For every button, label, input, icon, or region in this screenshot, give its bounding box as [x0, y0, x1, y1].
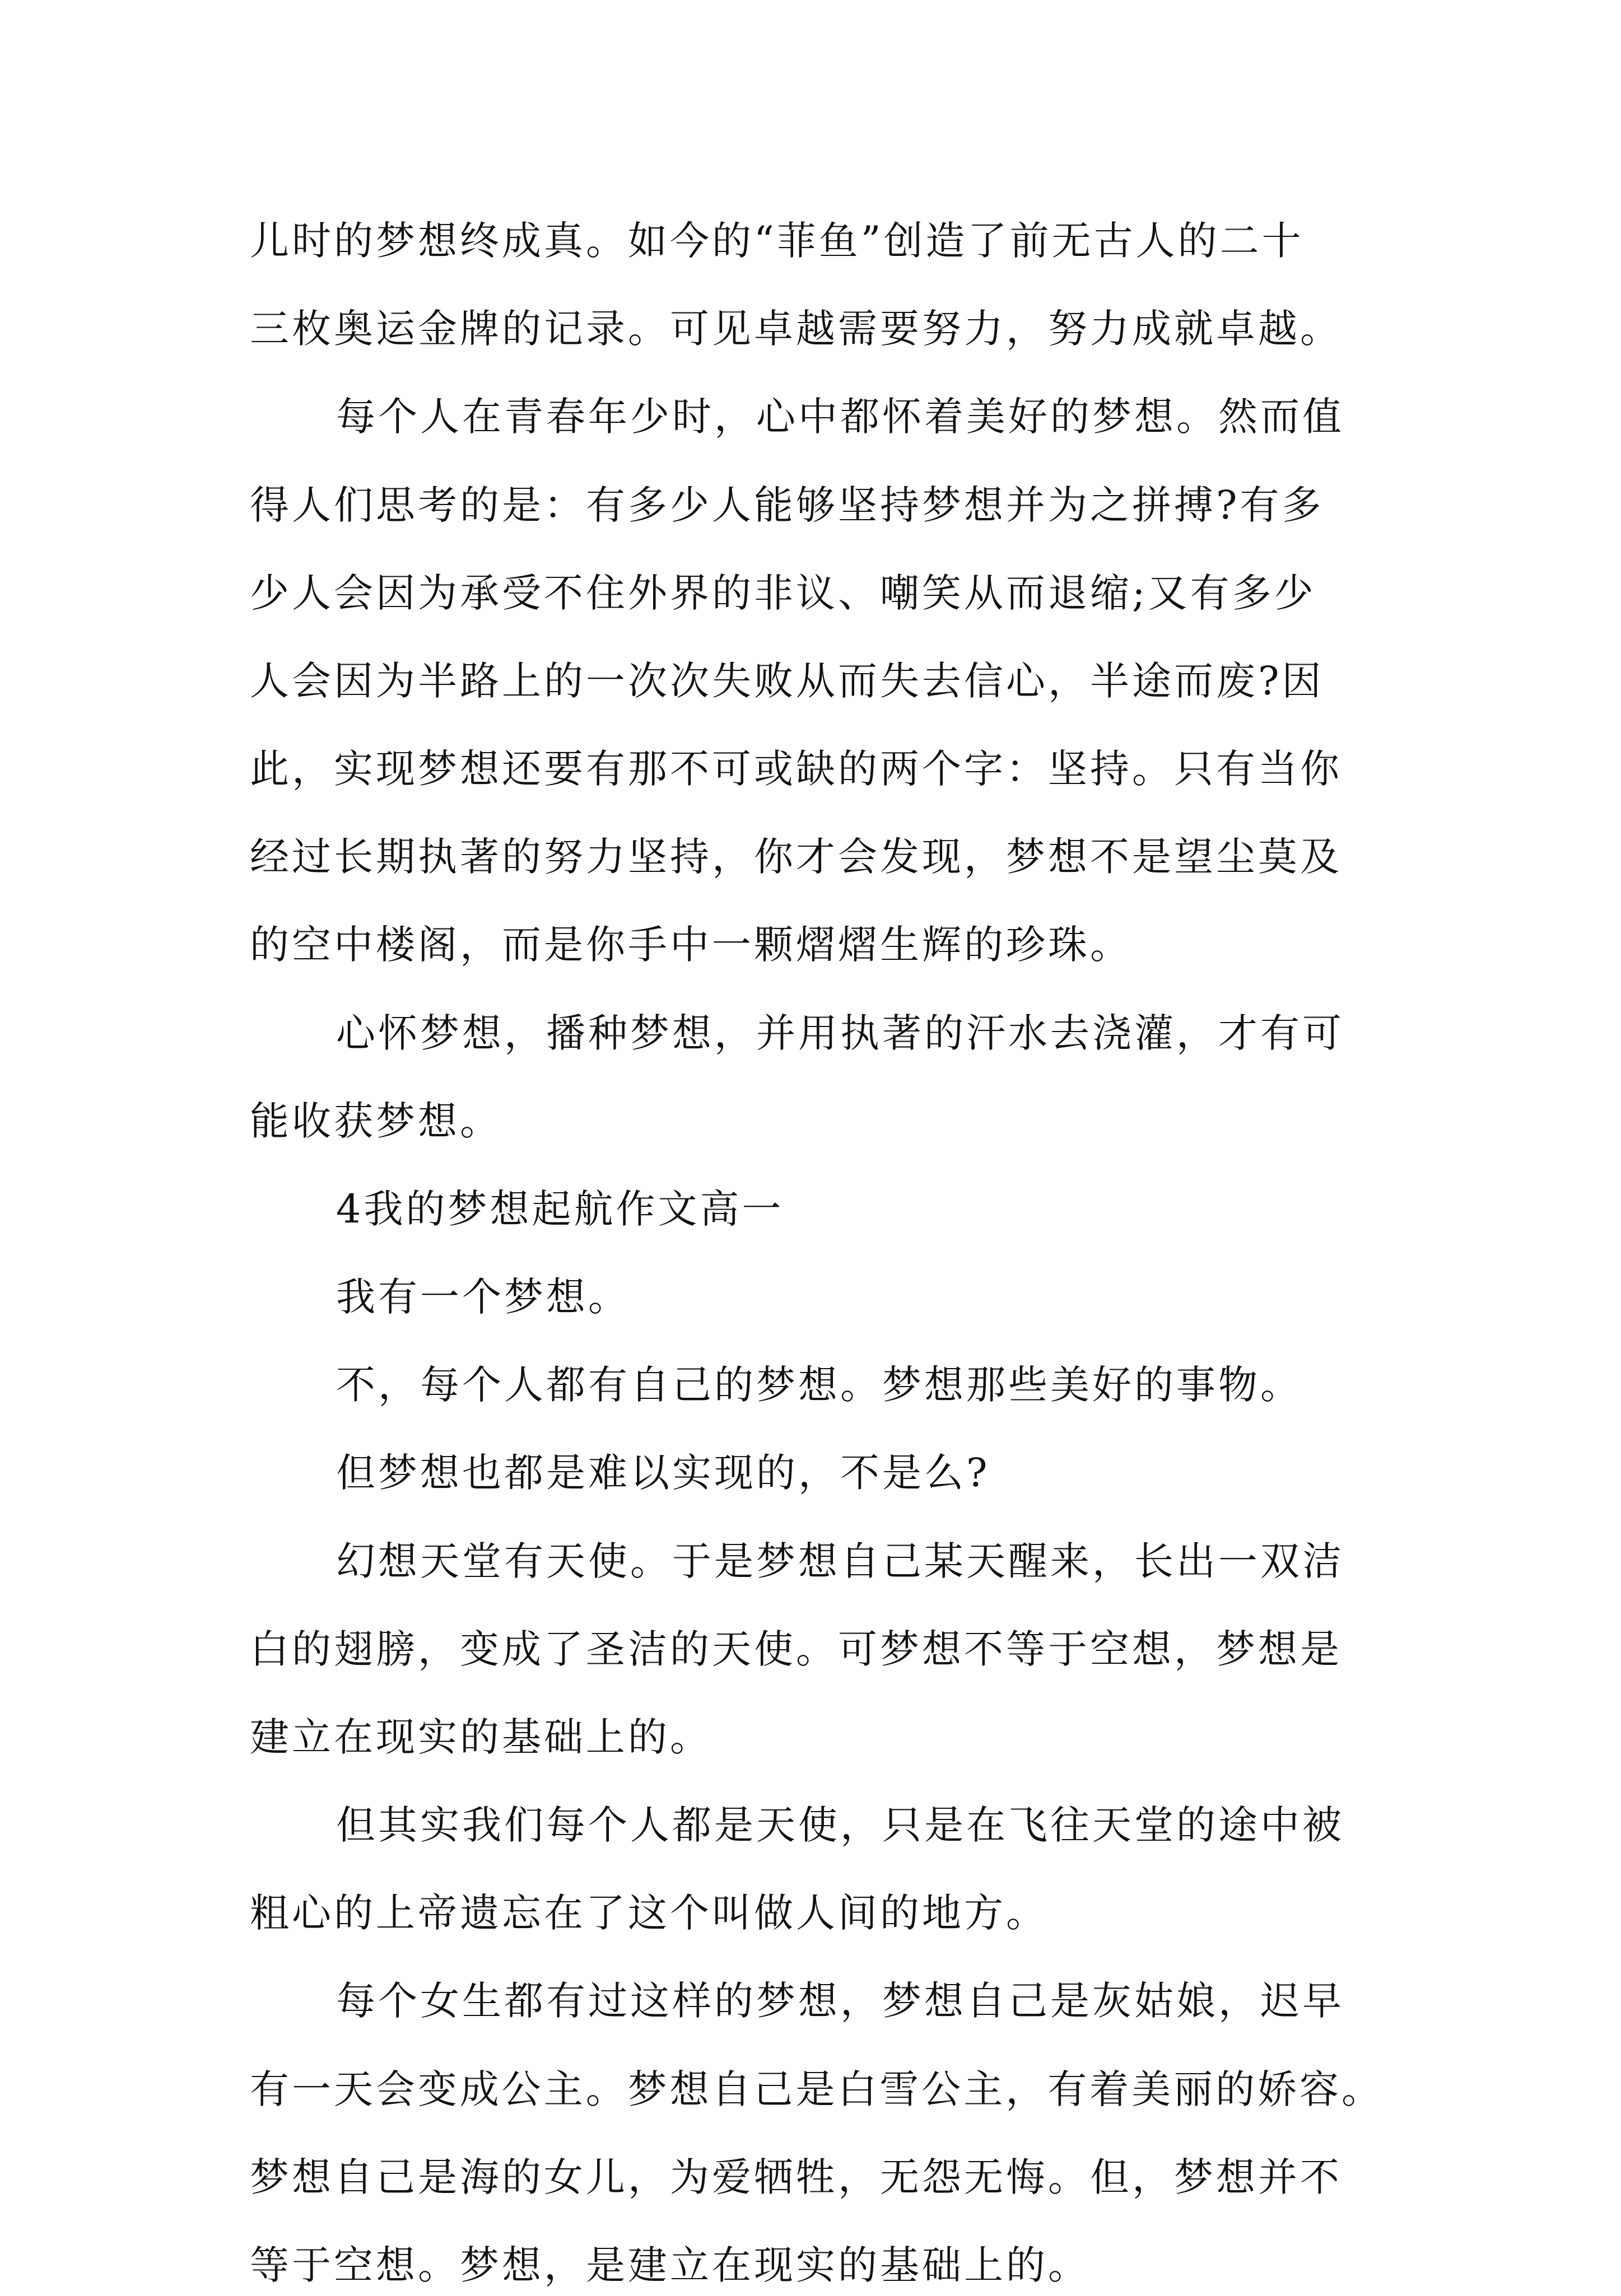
section-heading: 4我的梦想起航作文高一: [336, 1186, 784, 1232]
text-line: 能收获梦想。: [250, 1098, 502, 1144]
text-line: 有一天会变成公主。梦想自己是白雪公主，有着美丽的娇容。: [250, 2066, 1384, 2112]
paragraph-start-line: 我有一个梦想。: [336, 1274, 630, 1320]
paragraph-start-line: 心怀梦想，播种梦想，并用执著的汗水去浇灌，才有可: [336, 1010, 1344, 1056]
text-line: 三枚奥运金牌的记录。可见卓越需要努力，努力成就卓越。: [250, 306, 1342, 352]
text-line: 少人会因为承受不住外界的非议、嘲笑从而退缩;又有多少: [250, 570, 1316, 616]
text-line: 粗心的上帝遗忘在了这个叫做人间的地方。: [250, 1890, 1048, 1936]
text-line: 此，实现梦想还要有那不可或缺的两个字：坚持。只有当你: [250, 746, 1342, 792]
paragraph-start-line: 每个人在青春年少时，心中都怀着美好的梦想。然而值: [336, 394, 1344, 440]
paragraph-start-line: 不，每个人都有自己的梦想。梦想那些美好的事物。: [336, 1362, 1302, 1408]
text-line: 白的翅膀，变成了圣洁的天使。可梦想不等于空想，梦想是: [250, 1626, 1342, 1672]
text-line: 等于空想。梦想，是建立在现实的基础上的。: [250, 2242, 1090, 2288]
text-line: 人会因为半路上的一次次失败从而失去信心，半途而废?因: [250, 658, 1324, 704]
text-line: 的空中楼阁，而是你手中一颗熠熠生辉的珍珠。: [250, 922, 1132, 968]
text-line: 儿时的梦想终成真。如今的“菲鱼”创造了前无古人的二十: [250, 218, 1304, 264]
text-line: 梦想自己是海的女儿，为爱牺牲，无怨无悔。但，梦想并不: [250, 2154, 1342, 2200]
paragraph-start-line: 但其实我们每个人都是天使，只是在飞往天堂的途中被: [336, 1802, 1344, 1848]
paragraph-start-line: 幻想天堂有天使。于是梦想自己某天醒来，长出一双洁: [336, 1538, 1344, 1584]
text-line: 得人们思考的是：有多少人能够坚持梦想并为之拼搏?有多: [250, 482, 1324, 528]
text-line: 经过长期执著的努力坚持，你才会发现，梦想不是望尘莫及: [250, 834, 1342, 880]
paragraph-start-line: 每个女生都有过这样的梦想，梦想自己是灰姑娘，迟早: [336, 1978, 1344, 2024]
paragraph-start-line: 但梦想也都是难以实现的，不是么?: [336, 1450, 990, 1496]
text-line: 建立在现实的基础上的。: [250, 1714, 712, 1760]
